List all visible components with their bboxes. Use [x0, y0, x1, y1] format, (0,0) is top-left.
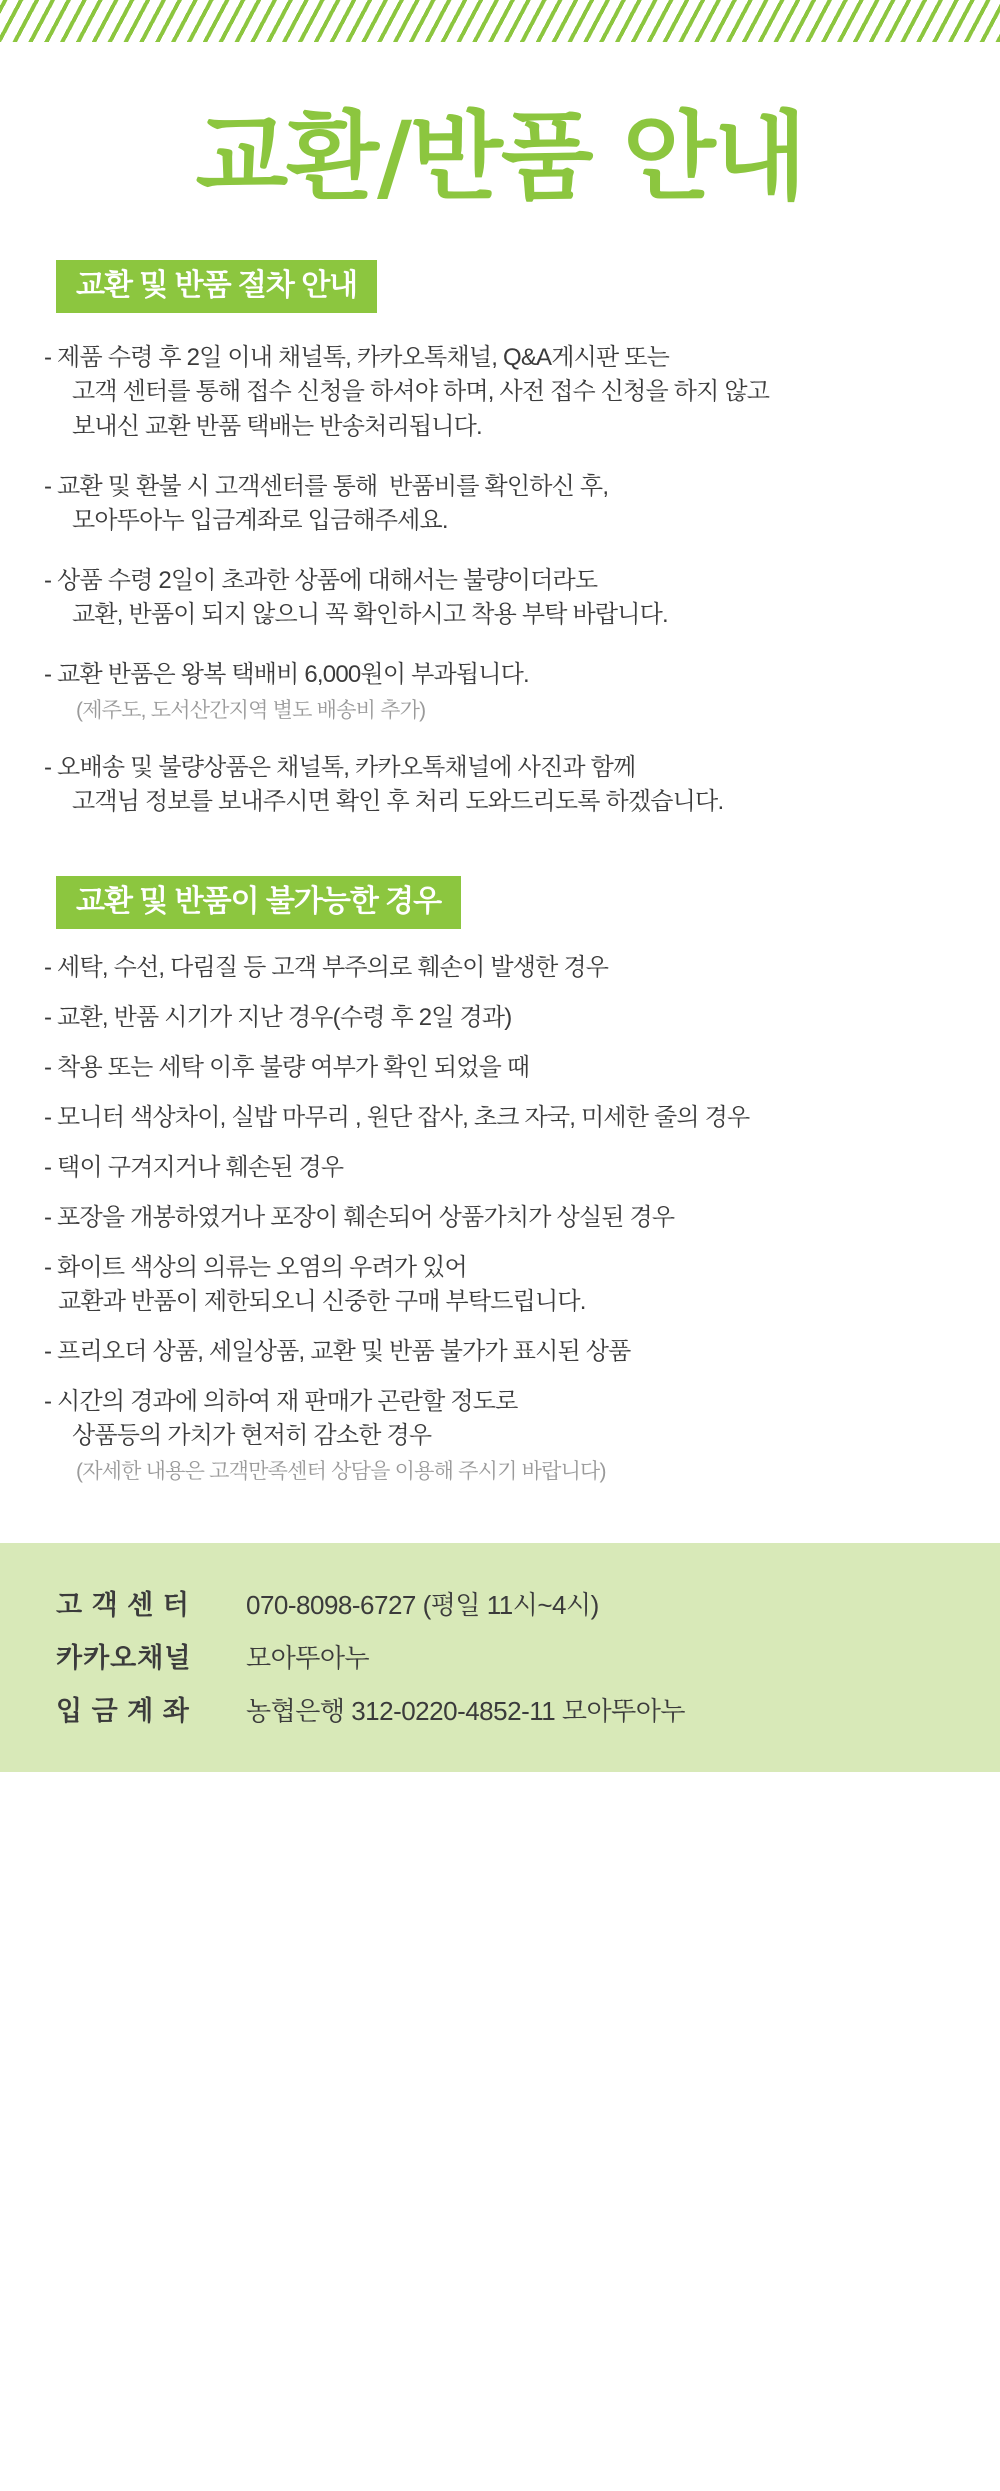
decorative-stripe-band	[0, 0, 1000, 42]
content-area	[0, 260, 1000, 1486]
list-item	[44, 951, 956, 985]
footer-row-kakao-channel	[0, 1636, 1000, 1689]
list-item-line: - 교환 및 환불 시 고객센터를 통해 반품비를 확인하신 후,	[44, 472, 609, 500]
list-item-line: - 착용 또는 세탁 이후 불량 여부가 확인 되었을 때	[44, 1053, 530, 1081]
list-item-line: - 화이트 색상의 의류는 오염의 우려가 있어	[44, 1254, 467, 1282]
list-item	[44, 341, 956, 443]
list-item-line: - 오배송 및 불량상품은 채널톡, 카카오톡채널에 사진과 함께	[44, 754, 636, 782]
list-item-line: - 세탁, 수선, 다림질 등 고객 부주의로 훼손이 발생한 경우	[44, 953, 609, 981]
footer-value[interactable]: 모아뚜아누	[246, 1642, 370, 1673]
footer-label: 고 객 센 터	[56, 1589, 190, 1620]
list-item	[44, 1151, 956, 1185]
list-item-line: - 모니터 색상차이, 실밥 마무리 , 원단 잡사, 초크 자국, 미세한 줄의 경우	[44, 1103, 750, 1131]
list-item	[44, 751, 956, 819]
list-item-line: - 제품 수령 후 2일 이내 채널톡, 카카오톡채널, Q&A게시판 또는	[44, 344, 670, 372]
list-item-line: - 상품 수령 2일이 초과한 상품에 대해서는 불량이더라도	[44, 566, 598, 594]
list-item	[44, 564, 956, 632]
list-item-line: 모아뚜아누 입금계좌로 입금해주세요.	[72, 506, 448, 534]
section-exchange-procedure	[44, 260, 956, 819]
list-item-line: 고객님 정보를 보내주시면 확인 후 처리 도와드리도록 하겠습니다.	[72, 788, 724, 816]
section-non-returnable-cases	[44, 876, 956, 1487]
list-item-line: 고객 센터를 통해 접수 신청을 하셔야 하며, 사전 접수 신청을 하지 않고	[72, 378, 770, 406]
list-item	[44, 1001, 956, 1035]
footer-label: 입 금 계 좌	[56, 1695, 190, 1726]
list-item	[44, 1251, 956, 1319]
list-item	[44, 1385, 956, 1487]
contact-footer	[0, 1543, 1000, 1772]
list-item-line: - 시간의 경과에 의하여 재 판매가 곤란할 정도로	[44, 1388, 518, 1416]
section-heading: 교환 및 반품이 불가능한 경우	[56, 876, 461, 929]
list-item-line: 상품등의 가치가 현저히 감소한 경우	[72, 1422, 432, 1450]
list-item-note: (제주도, 도서산간지역 별도 배송비 추가)	[76, 699, 426, 723]
page-title-area	[0, 42, 1000, 260]
list-item-line: - 프리오더 상품, 세일상품, 교환 및 반품 불가가 표시된 상품	[44, 1338, 631, 1366]
list-item	[44, 1051, 956, 1085]
section-heading: 교환 및 반품 절차 안내	[56, 260, 377, 313]
footer-row-bank-account	[0, 1689, 1000, 1728]
page-title: 교환/반품 안내	[195, 101, 805, 213]
footer-label: 카카오채널	[56, 1642, 192, 1673]
list-item-line: 교환, 반품이 되지 않으니 꼭 확인하시고 착용 부탁 바랍니다.	[72, 600, 668, 628]
footer-row-customer-center	[0, 1583, 1000, 1636]
list-item	[44, 1201, 956, 1235]
list-item-line: 보내신 교환 반품 택배는 반송처리됩니다.	[72, 412, 482, 440]
list-item-line: - 교환 반품은 왕복 택배비 6,000원이 부과됩니다.	[44, 660, 529, 688]
list-item	[44, 470, 956, 538]
list-item-line: - 교환, 반품 시기가 지난 경우(수령 후 2일 경과)	[44, 1003, 512, 1031]
list-item-line: - 택이 구겨지거나 훼손된 경우	[44, 1153, 344, 1181]
list-item-line: - 포장을 개봉하였거나 포장이 훼손되어 상품가치가 상실된 경우	[44, 1203, 675, 1231]
footer-value[interactable]: 농협은행 312-0220-4852-11 모아뚜아누	[246, 1695, 686, 1726]
list-item	[44, 658, 956, 725]
footer-value[interactable]: 070-8098-6727 (평일 11시~4시)	[246, 1589, 599, 1620]
list-item-note: (자세한 내용은 고객만족센터 상담을 이용해 주시기 바랍니다)	[76, 1460, 606, 1484]
list-item	[44, 1335, 956, 1369]
list-item-line: 교환과 반품이 제한되오니 신중한 구매 부탁드립니다.	[58, 1288, 586, 1316]
list-item	[44, 1101, 956, 1135]
